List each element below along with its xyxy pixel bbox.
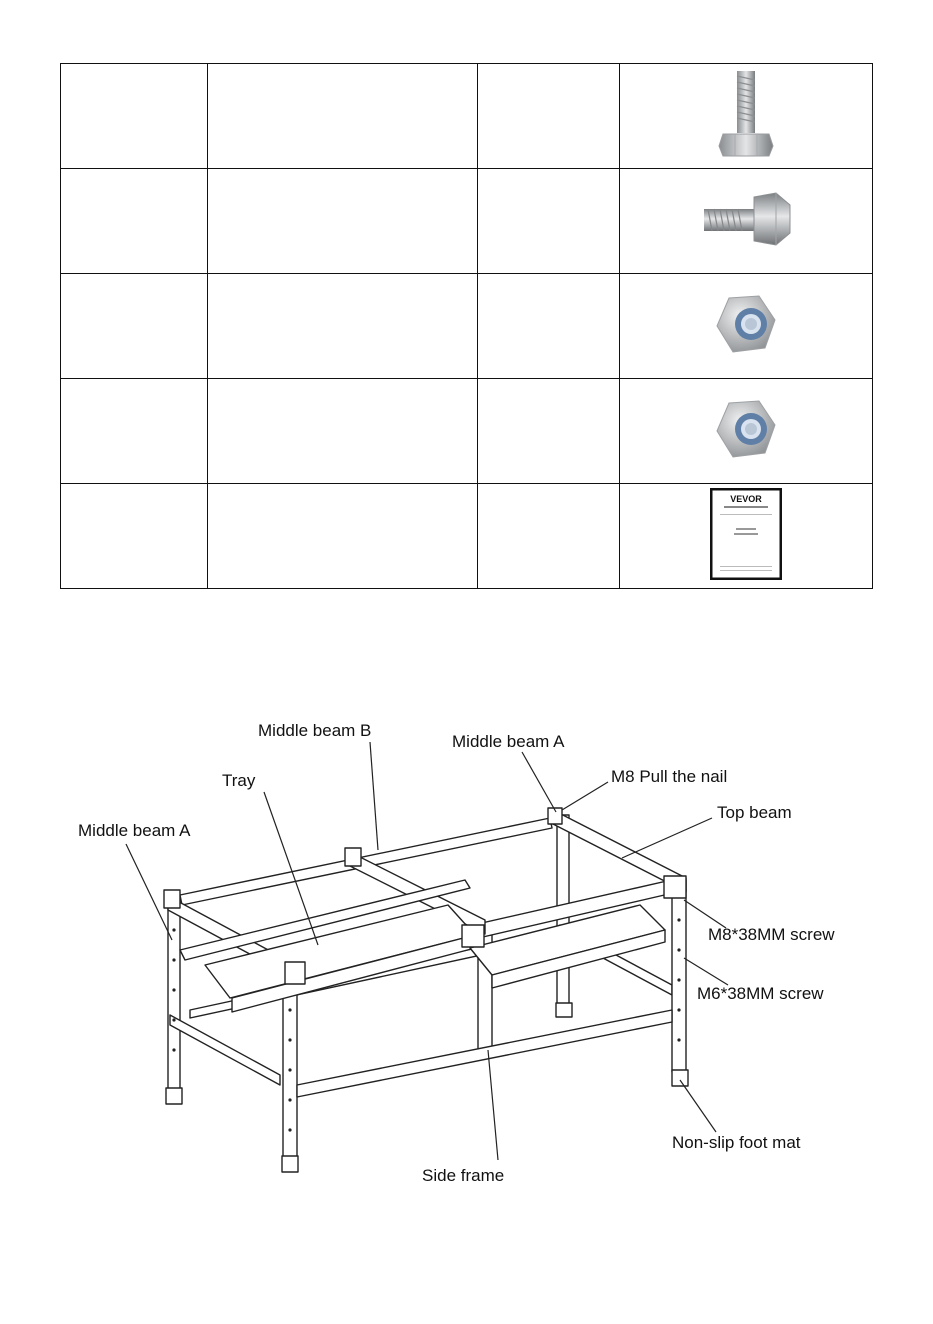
- label-middle-beam-a-top: Middle beam A: [452, 732, 565, 751]
- table-row: [61, 379, 873, 484]
- label-tray: Tray: [222, 771, 256, 790]
- table-row: [61, 274, 873, 379]
- part-number-cell: [61, 484, 208, 589]
- hex-bolt-upright-icon: [711, 66, 781, 161]
- part-qty-cell: [478, 274, 620, 379]
- part-image-cell: [620, 64, 873, 169]
- label-m8-screw: M8*38MM screw: [708, 925, 835, 944]
- manual-booklet-icon: [710, 488, 782, 580]
- part-qty-cell: [478, 64, 620, 169]
- lock-nut-icon: [711, 397, 781, 461]
- part-qty-cell: [478, 169, 620, 274]
- label-m6-screw: M6*38MM screw: [697, 984, 824, 1003]
- part-name-cell: [208, 64, 478, 169]
- label-top-beam: Top beam: [717, 803, 792, 822]
- part-name-cell: [208, 379, 478, 484]
- part-qty-cell: [478, 379, 620, 484]
- lock-nut-icon: [711, 292, 781, 356]
- part-image-cell: [620, 169, 873, 274]
- part-name-cell: [208, 484, 478, 589]
- part-number-cell: [61, 379, 208, 484]
- part-image-cell: [620, 484, 873, 589]
- table-row: [61, 484, 873, 589]
- hex-bolt-side-icon: [696, 189, 796, 249]
- part-number-cell: [61, 274, 208, 379]
- part-image-cell: [620, 274, 873, 379]
- part-number-cell: [61, 64, 208, 169]
- label-m8-pull-nail: M8 Pull the nail: [611, 767, 728, 786]
- part-image-cell: [620, 379, 873, 484]
- table-row: [61, 64, 873, 169]
- label-non-slip-foot-mat: Non-slip foot mat: [672, 1133, 801, 1152]
- label-middle-beam-b: Middle beam B: [258, 721, 372, 740]
- assembly-diagram: [0, 700, 933, 1220]
- label-side-frame: Side frame: [422, 1166, 505, 1185]
- part-name-cell: [208, 169, 478, 274]
- label-middle-beam-a-left: Middle beam A: [78, 821, 191, 840]
- booklet-brand: VEVOR: [730, 493, 762, 504]
- frame-structure: [164, 808, 688, 1172]
- table-row: [61, 169, 873, 274]
- part-number-cell: [61, 169, 208, 274]
- parts-table: [60, 63, 873, 589]
- part-name-cell: [208, 274, 478, 379]
- part-qty-cell: [478, 484, 620, 589]
